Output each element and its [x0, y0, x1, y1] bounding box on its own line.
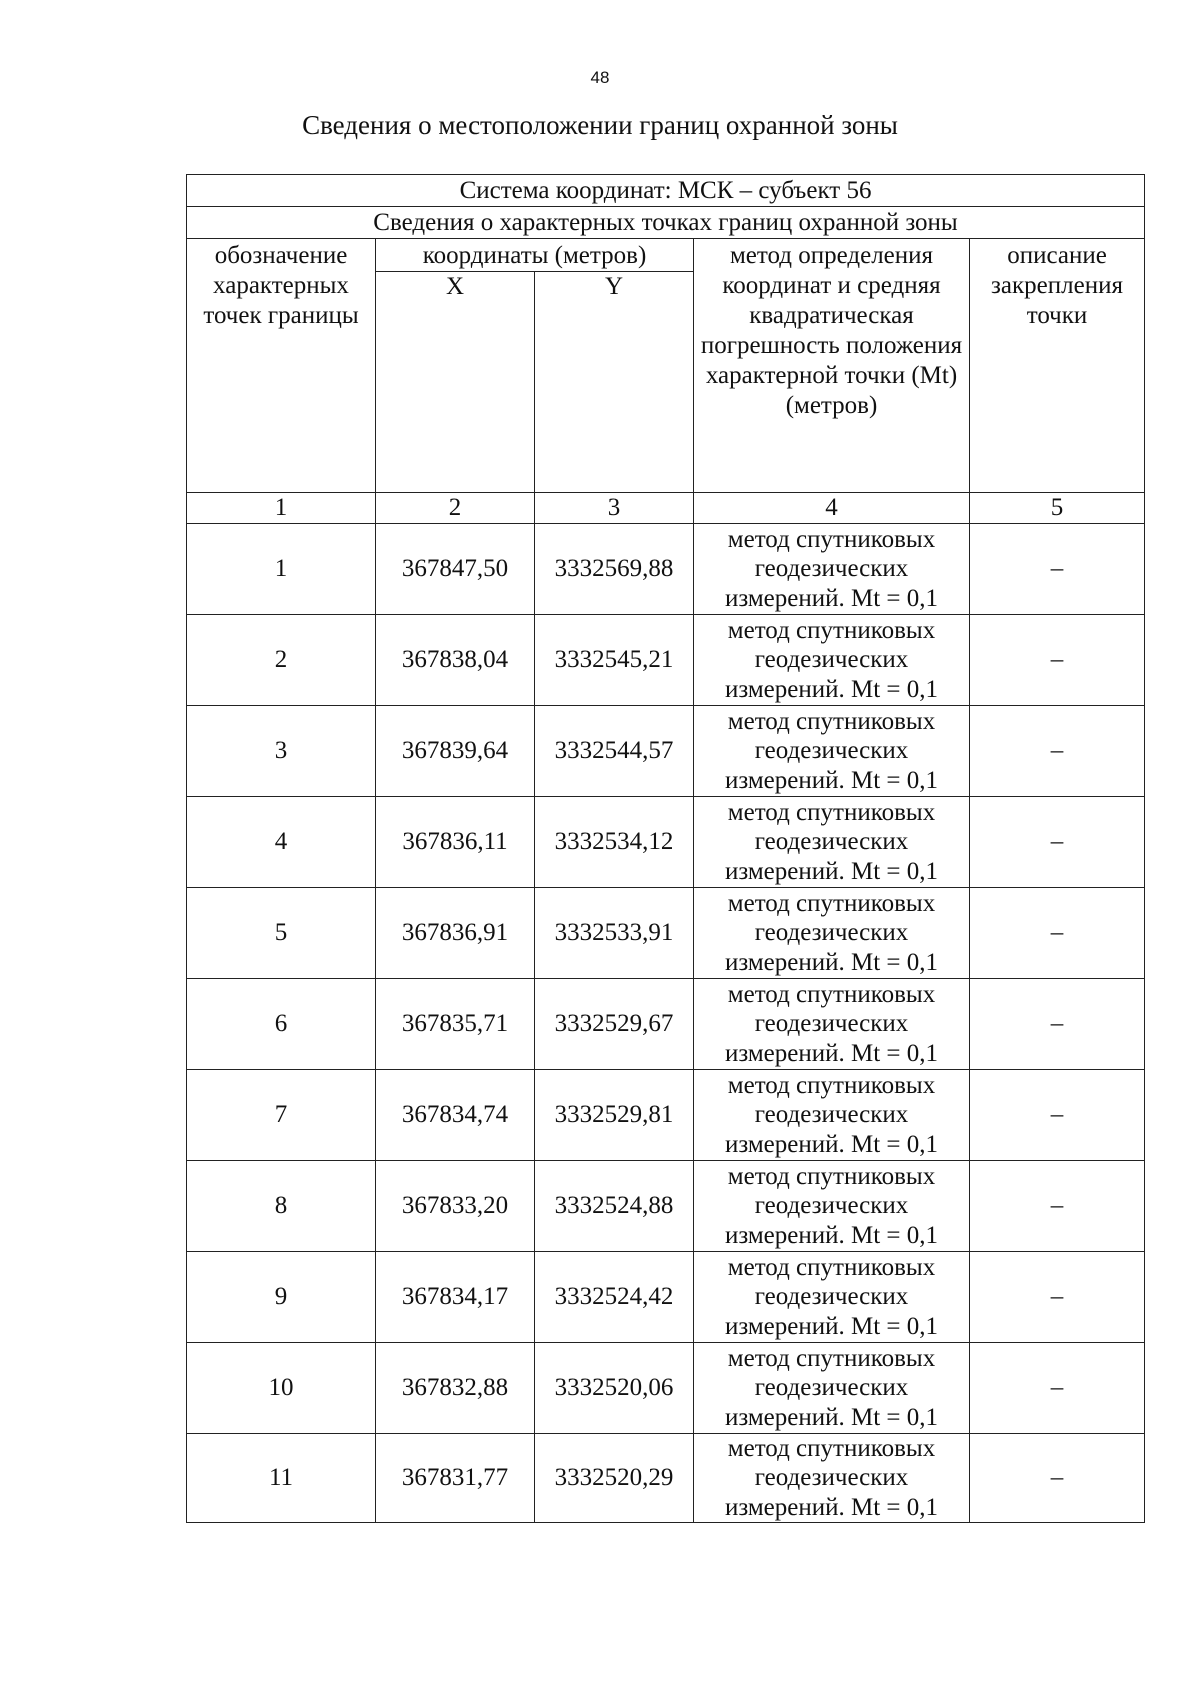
cell-fixing-description: –: [970, 1252, 1145, 1343]
cell-method: метод спутниковых геодезических измерений. Mt = 0,1: [694, 1161, 970, 1252]
cell-coordinate-x: 367836,11: [376, 797, 535, 888]
cell-method: метод спутниковых геодезических измерений. Mt = 0,1: [694, 706, 970, 797]
cell-coordinate-x: 367834,74: [376, 1070, 535, 1161]
cell-fixing-description: –: [970, 888, 1145, 979]
header-method: метод определения координат и средняя квадратическая погрешность положения характерной точки (Mt) (метров): [694, 239, 970, 493]
cell-point-number: 4: [187, 797, 376, 888]
table-row: [187, 1161, 1145, 1252]
cell-coordinate-y: 3332520,06: [535, 1343, 694, 1434]
table-row: [187, 979, 1145, 1070]
column-number: 4: [694, 493, 970, 524]
header-y: Y: [535, 272, 694, 493]
cell-method: метод спутниковых геодезических измерений. Mt = 0,1: [694, 888, 970, 979]
header-fixing-description: описание закрепления точки: [970, 239, 1145, 493]
cell-coordinate-y: 3332520,29: [535, 1434, 694, 1523]
cell-coordinate-x: 367832,88: [376, 1343, 535, 1434]
cell-fixing-description: –: [970, 797, 1145, 888]
cell-coordinate-y: 3332545,21: [535, 615, 694, 706]
cell-coordinate-y: 3332524,42: [535, 1252, 694, 1343]
cell-point-number: 3: [187, 706, 376, 797]
cell-fixing-description: –: [970, 706, 1145, 797]
cell-fixing-description: –: [970, 1161, 1145, 1252]
cell-coordinate-x: 367831,77: [376, 1434, 535, 1523]
cell-point-number: 2: [187, 615, 376, 706]
cell-method: метод спутниковых геодезических измерений. Mt = 0,1: [694, 615, 970, 706]
table-row: [187, 797, 1145, 888]
table-row: [187, 615, 1145, 706]
cell-method: метод спутниковых геодезических измерений. Mt = 0,1: [694, 1343, 970, 1434]
boundary-points-banner: Сведения о характерных точках границ охранной зоны: [187, 207, 1145, 239]
cell-point-number: 1: [187, 524, 376, 615]
cell-fixing-description: –: [970, 615, 1145, 706]
table-row: [187, 888, 1145, 979]
cell-coordinate-x: 367835,71: [376, 979, 535, 1070]
cell-point-number: 10: [187, 1343, 376, 1434]
cell-coordinate-x: 367834,17: [376, 1252, 535, 1343]
cell-point-number: 5: [187, 888, 376, 979]
table-row: [187, 524, 1145, 615]
cell-coordinate-y: 3332529,67: [535, 979, 694, 1070]
table-row: [187, 1252, 1145, 1343]
page-title: Сведения о местоположении границ охранной зоны: [302, 110, 898, 140]
column-number: 2: [376, 493, 535, 524]
cell-method: метод спутниковых геодезических измерений. Mt = 0,1: [694, 1252, 970, 1343]
column-number: 5: [970, 493, 1145, 524]
cell-coordinate-x: 367839,64: [376, 706, 535, 797]
cell-fixing-description: –: [970, 1070, 1145, 1161]
cell-coordinate-y: 3332544,57: [535, 706, 694, 797]
cell-point-number: 6: [187, 979, 376, 1070]
cell-coordinate-y: 3332529,81: [535, 1070, 694, 1161]
cell-coordinate-y: 3332534,12: [535, 797, 694, 888]
header-x: X: [376, 272, 535, 493]
cell-point-number: 7: [187, 1070, 376, 1161]
cell-point-number: 8: [187, 1161, 376, 1252]
table-row: [187, 1343, 1145, 1434]
cell-method: метод спутниковых геодезических измерений. Mt = 0,1: [694, 797, 970, 888]
cell-coordinate-y: 3332524,88: [535, 1161, 694, 1252]
cell-coordinate-x: 367833,20: [376, 1161, 535, 1252]
cell-coordinate-x: 367838,04: [376, 615, 535, 706]
table-row: [187, 706, 1145, 797]
table-row: [187, 1070, 1145, 1161]
page-number: 48: [590, 68, 610, 87]
coordinate-system-banner: Система координат: МСК – субъект 56: [187, 175, 1145, 207]
column-number-row: [187, 493, 1145, 524]
cell-method: метод спутниковых геодезических измерений. Mt = 0,1: [694, 1070, 970, 1161]
cell-method: метод спутниковых геодезических измерений. Mt = 0,1: [694, 1434, 970, 1523]
cell-method: метод спутниковых геодезических измерений. Mt = 0,1: [694, 524, 970, 615]
cell-method: метод спутниковых геодезических измерений. Mt = 0,1: [694, 979, 970, 1070]
boundary-points-table: [186, 174, 1145, 1523]
cell-fixing-description: –: [970, 1343, 1145, 1434]
column-number: 3: [535, 493, 694, 524]
cell-fixing-description: –: [970, 524, 1145, 615]
column-number: 1: [187, 493, 376, 524]
cell-coordinate-x: 367836,91: [376, 888, 535, 979]
cell-point-number: 11: [187, 1434, 376, 1523]
cell-fixing-description: –: [970, 979, 1145, 1070]
cell-fixing-description: –: [970, 1434, 1145, 1523]
cell-point-number: 9: [187, 1252, 376, 1343]
header-point-designation: обозначение характерных точек границы: [187, 239, 376, 493]
header-coordinates: координаты (метров): [376, 239, 694, 272]
cell-coordinate-y: 3332569,88: [535, 524, 694, 615]
cell-coordinate-x: 367847,50: [376, 524, 535, 615]
cell-coordinate-y: 3332533,91: [535, 888, 694, 979]
table-row: [187, 1434, 1145, 1523]
